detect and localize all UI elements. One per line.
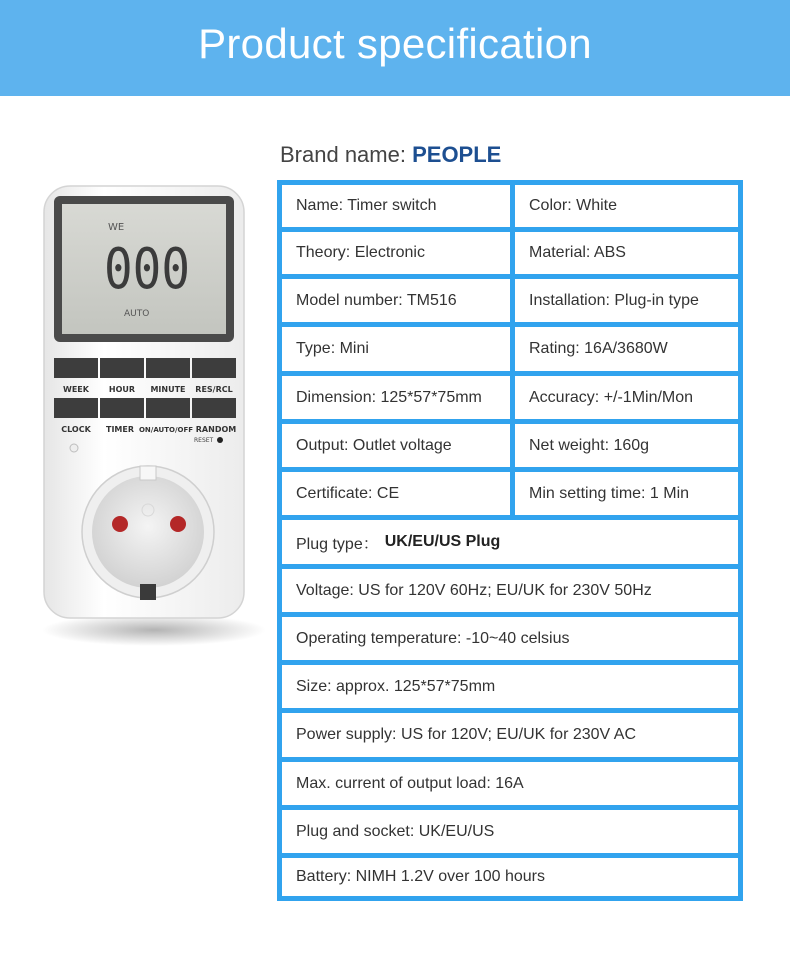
reset-button (217, 437, 223, 443)
socket-hole-left (112, 516, 128, 532)
reset-label: RESET (194, 437, 214, 444)
spec-cell: Certificate: CE (282, 472, 510, 515)
spec-cell: Output: Outlet voltage (282, 424, 510, 467)
brand-line (280, 142, 501, 168)
svg-text:MINUTE: MINUTE (150, 385, 186, 394)
spec-table (277, 180, 743, 901)
spec-cell: Material: ABS (515, 232, 738, 274)
spec-cell: Color: White (515, 185, 738, 227)
spec-row: Battery: NIMH 1.2V over 100 hours (282, 858, 738, 896)
spec-cell: Installation: Plug-in type (515, 279, 738, 322)
spec-row: Power supply: US for 120V; EU/UK for 230V AC (282, 713, 738, 757)
spec-cell: Theory: Electronic (282, 232, 510, 274)
header-banner (0, 0, 790, 96)
brand-name: PEOPLE (412, 142, 502, 167)
timer-switch-image (36, 180, 272, 660)
spec-row: Voltage: US for 120V 60Hz; EU/UK for 230V 50Hz (282, 569, 738, 612)
spec-row: Operating temperature: -10~40 celsius (282, 617, 738, 660)
svg-text:CLOCK: CLOCK (61, 425, 91, 434)
lcd-mode: AUTO (124, 309, 150, 319)
spec-cell: Rating: 16A/3680W (515, 327, 738, 371)
spec-cell: Type: Mini (282, 327, 510, 371)
spec-cell: Net weight: 160g (515, 424, 738, 467)
svg-text:WEEK: WEEK (63, 385, 89, 394)
spec-cell: Model number: TM516 (282, 279, 510, 322)
spec-row: Max. current of output load: 16A (282, 762, 738, 805)
spec-cell: Name: Timer switch (282, 185, 510, 227)
earth-clip-bottom (140, 584, 156, 600)
socket-recess (92, 476, 204, 588)
socket-hole-right (170, 516, 186, 532)
lcd-digits: 000 (104, 237, 190, 302)
spec-cell: Accuracy: +/-1Min/Mon (515, 376, 738, 419)
brand-label: Brand name: (280, 142, 406, 167)
svg-text:TIMER: TIMER (105, 425, 135, 434)
device-shadow (42, 614, 266, 646)
page-title: Product specification (198, 20, 592, 67)
plug-type-label: Plug type： (296, 535, 379, 553)
svg-text:ON/AUTO/OFF: ON/AUTO/OFF (138, 426, 194, 434)
earth-clip-top (140, 466, 156, 480)
spec-row: Plug and socket: UK/EU/US (282, 810, 738, 853)
spec-cell: Min setting time: 1 Min (515, 472, 738, 515)
lcd-day: WE (108, 222, 125, 233)
plug-type-value: UK/EU/US Plug (384, 533, 501, 550)
plug-type-row (282, 520, 738, 564)
indicator-led (70, 444, 78, 452)
button-labels-row-2 (61, 425, 236, 434)
svg-text:HOUR: HOUR (108, 385, 136, 394)
spec-cell: Dimension: 125*57*75mm (282, 376, 510, 419)
svg-text:RANDOM: RANDOM (195, 425, 237, 434)
svg-text:RES/RCL: RES/RCL (195, 385, 233, 394)
spec-row: Size: approx. 125*57*75mm (282, 665, 738, 708)
